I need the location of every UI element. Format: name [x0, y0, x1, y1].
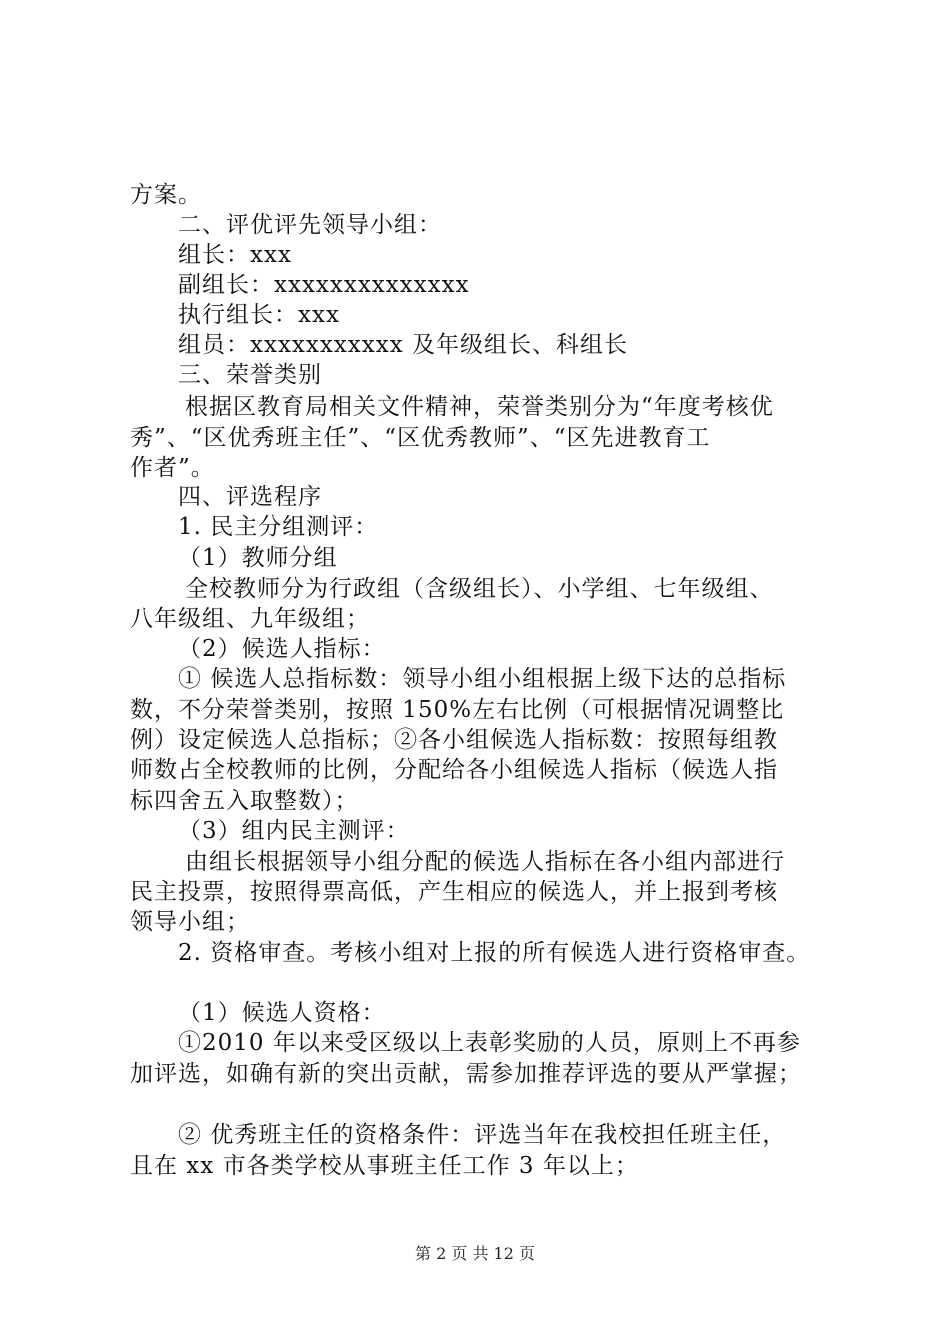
text-line: 八年级组、九年级组； — [130, 606, 370, 632]
text-line: 领导小组； — [130, 909, 250, 935]
subsection-heading: （2）候选人指标： — [178, 636, 386, 662]
text-line: 民主投票，按照得票高低，产生相应的候选人，并上报到考核 — [130, 879, 778, 905]
section-heading: 三、荣誉类别 — [178, 362, 322, 388]
text-line: 全校教师分为行政组（含级组长）、小学组、七年级组、 — [185, 576, 774, 602]
text-line: 加评选，如确有新的突出贡献，需参加推荐评选的要从严掌握； — [130, 1061, 802, 1087]
subsection-heading: （1）教师分组 — [178, 545, 338, 571]
subsection-heading: 1. 民主分组测评： — [178, 514, 379, 540]
subsection-heading: （1）候选人资格： — [178, 1000, 386, 1026]
text-line: 例）设定候选人总指标；②各小组候选人指标数：按照每组教 — [130, 727, 778, 753]
section-heading: 四、评选程序 — [178, 484, 322, 510]
text-line: 由组长根据领导小组分配的候选人指标在各小组内部进行 — [185, 849, 785, 875]
text-line: ② 优秀班主任的资格条件：评选当年在我校担任班主任， — [178, 1122, 787, 1148]
text-line: 标四舍五入取整数）； — [130, 788, 359, 814]
text-line: 副组长：xxxxxxxxxxxxxx — [178, 272, 470, 298]
text-line: 执行组长：xxx — [178, 302, 340, 328]
text-line: 根据区教育局相关文件精神，荣誉类别分为“年度考核优 — [185, 394, 774, 420]
text-line: 作者”。 — [130, 455, 215, 481]
section-heading: 二、评优评先领导小组： — [178, 212, 442, 238]
text-line: 方案。 — [130, 182, 202, 208]
text-line: 且在 xx 市各类学校从事班主任工作 3 年以上； — [130, 1153, 639, 1179]
text-line: 组员：xxxxxxxxxxx 及年级组长、科组长 — [178, 332, 628, 358]
text-line: 数，不分荣誉类别，按照 150%左右比例（可根据情况调整比 — [130, 697, 785, 723]
subsection-heading: （3）组内民主测评： — [178, 818, 410, 844]
text-line: 组长：xxx — [178, 242, 292, 268]
text-line: ① 候选人总指标数：领导小组小组根据上级下达的总指标 — [178, 666, 787, 692]
subsection-heading: 2. 资格审查。考核小组对上报的所有候选人进行资格审查。 — [178, 940, 811, 966]
text-line: 师数占全校教师的比例，分配给各小组候选人指标（候选人指 — [130, 757, 778, 783]
page-number-footer: 第 2 页 共 12 页 — [415, 1244, 535, 1263]
text-line: 秀”、“区优秀班主任”、“区优秀教师”、“区先进教育工 — [130, 425, 711, 451]
text-line: ①2010 年以来受区级以上表彰奖励的人员，原则上不再参 — [178, 1030, 801, 1056]
